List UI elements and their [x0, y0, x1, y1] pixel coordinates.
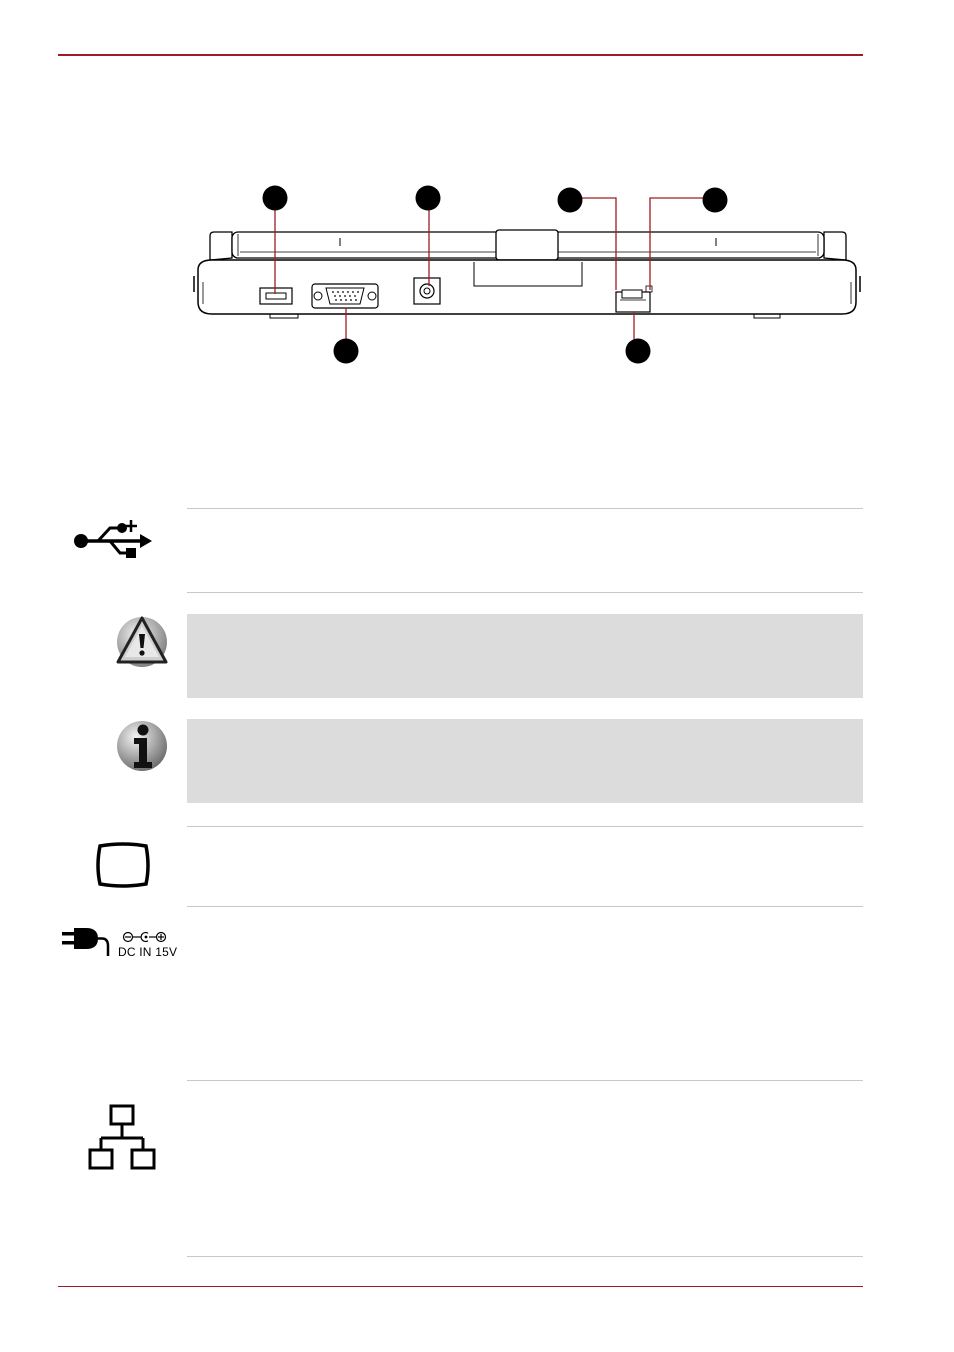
laptop-back-view-diagram	[0, 0, 954, 400]
monitor-icon	[94, 842, 152, 895]
lan-network-icon	[88, 1104, 158, 1177]
dc-in-label: DC IN 15V	[118, 945, 178, 959]
usb-icon	[72, 518, 154, 567]
caution-box	[187, 614, 863, 698]
section-divider	[187, 1080, 863, 1081]
section-divider	[187, 906, 863, 907]
section-divider	[187, 826, 863, 827]
warning-triangle-icon	[114, 612, 170, 673]
section-divider	[187, 508, 863, 509]
note-box	[187, 719, 863, 803]
footer-rule	[58, 1286, 863, 1287]
section-divider	[187, 1256, 863, 1257]
info-icon	[116, 718, 168, 779]
section-divider	[187, 592, 863, 593]
